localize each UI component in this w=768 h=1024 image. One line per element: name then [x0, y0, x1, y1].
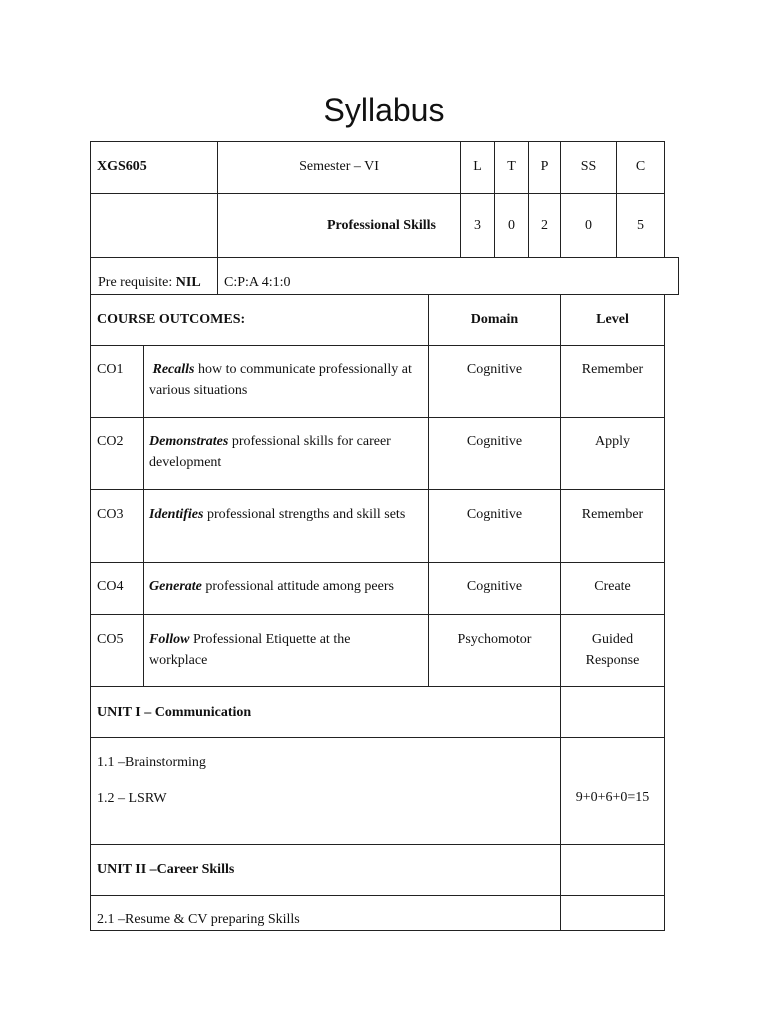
co1-level: Remember — [581, 362, 644, 377]
unit1-hours: 9+0+6+0=15 — [575, 790, 650, 805]
co5-description — [149, 629, 411, 671]
co3-level: Remember — [581, 507, 644, 522]
outcomes-header: COURSE OUTCOMES: — [97, 312, 246, 327]
ltp-header-ss: SS — [580, 159, 597, 174]
co1-code: CO1 — [97, 362, 124, 377]
unit1-item-2: 1.2 – LSRW — [97, 791, 167, 806]
prerequisite-label: Pre requisite: — [98, 275, 176, 290]
prerequisite-value: NIL — [175, 275, 201, 290]
co4-domain: Cognitive — [466, 579, 523, 594]
co2-text: professional skills for career development — [149, 434, 391, 470]
co3-code: CO3 — [97, 507, 124, 522]
ltp-header-c: C — [635, 159, 646, 174]
unit1-item-1: 1.1 –Brainstorming — [97, 755, 206, 770]
co4-text: professional attitude among peers — [201, 579, 394, 594]
co1-text: how to communicate professionally at various situations — [149, 362, 412, 398]
co1-verb: Recalls — [152, 362, 195, 377]
ltp-header-l: L — [473, 159, 482, 174]
ltp-header-t: T — [507, 159, 516, 174]
co5-verb: Follow — [149, 632, 190, 647]
co1-description — [149, 359, 425, 401]
co3-text: professional strengths and skill sets — [203, 507, 406, 522]
ltp-value-ss: 0 — [585, 218, 592, 233]
co4-level: Create — [594, 579, 631, 594]
co5-text: Professional Etiquette at the workplace — [149, 632, 351, 668]
co4-description — [149, 576, 425, 597]
page-title: Syllabus — [323, 92, 445, 128]
unit2-title: UNIT II –Career Skills — [97, 862, 235, 877]
ltp-header-p: P — [540, 159, 549, 174]
co3-verb: Identifies — [149, 507, 204, 522]
co5-level-line2: Response — [585, 653, 640, 668]
co5-code: CO5 — [97, 632, 124, 647]
co5-level — [560, 629, 665, 671]
course-name: Professional Skills — [326, 218, 436, 233]
level-header: Level — [596, 312, 629, 327]
ltp-value-t: 0 — [508, 218, 515, 233]
semester-label: Semester – VI — [299, 159, 379, 174]
ltp-value-p: 2 — [541, 218, 548, 233]
co3-domain: Cognitive — [466, 507, 523, 522]
co2-description — [149, 431, 425, 473]
unit1-title: UNIT I – Communication — [97, 705, 252, 720]
co1-domain: Cognitive — [466, 362, 523, 377]
co3-description — [149, 504, 411, 525]
co5-domain: Psychomotor — [457, 632, 532, 647]
co2-level: Apply — [595, 434, 630, 449]
co4-verb: Generate — [149, 579, 202, 594]
co2-domain: Cognitive — [466, 434, 523, 449]
co2-verb: Demonstrates — [149, 434, 229, 449]
domain-header: Domain — [470, 312, 519, 327]
cpa-ratio: C:P:A 4:1:0 — [224, 275, 291, 290]
ltp-value-c: 5 — [637, 218, 644, 233]
prerequisite — [98, 272, 201, 293]
co5-level-line1: Guided — [591, 632, 634, 647]
co4-code: CO4 — [97, 579, 124, 594]
unit2-item-1: 2.1 –Resume & CV preparing Skills — [97, 912, 300, 927]
ltp-value-l: 3 — [474, 218, 481, 233]
co2-code: CO2 — [97, 434, 124, 449]
course-code: XGS605 — [97, 159, 147, 174]
